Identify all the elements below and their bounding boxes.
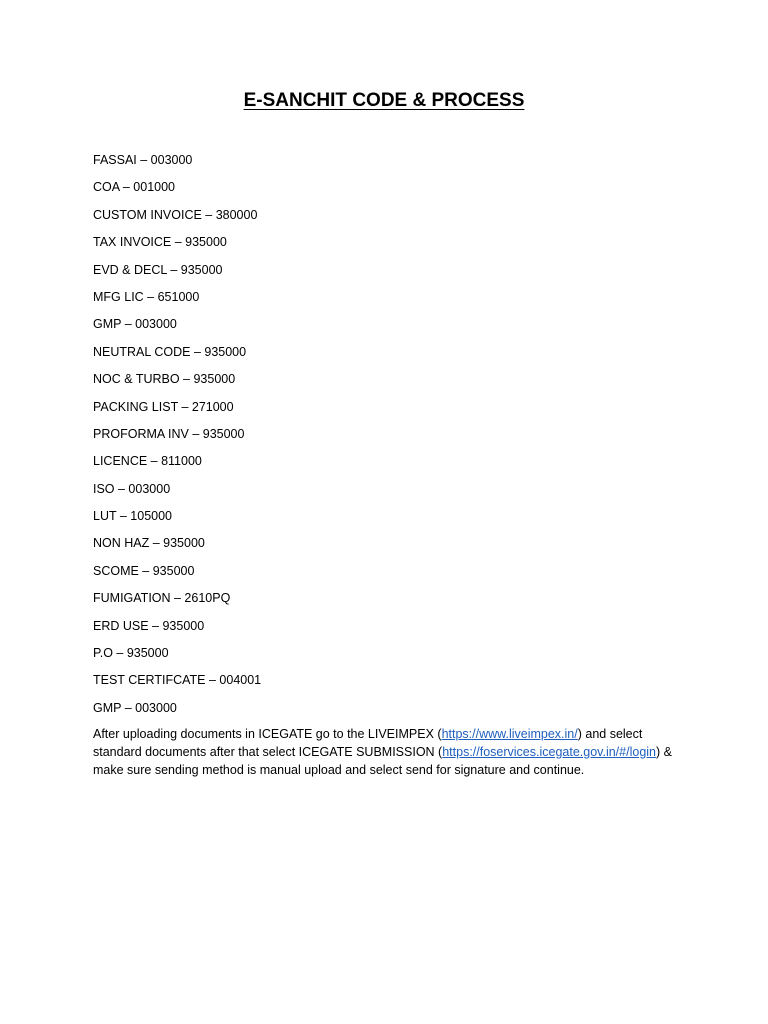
- code-list-item: FUMIGATION – 2610PQ: [93, 591, 231, 606]
- code-list-item: PACKING LIST – 271000: [93, 399, 234, 414]
- code-list-item: LICENCE – 811000: [93, 454, 202, 469]
- process-text-1: After uploading documents in ICEGATE go to the LIVEIMPEX (: [93, 727, 442, 741]
- liveimpex-link[interactable]: https://www.liveimpex.in/: [441, 727, 578, 741]
- code-list-item: TAX INVOICE – 935000: [93, 235, 227, 250]
- document-title: E-SANCHIT CODE & PROCESS: [243, 90, 525, 111]
- process-paragraph: [93, 726, 683, 779]
- code-list-item: TEST CERTIFCATE – 004001: [93, 673, 262, 688]
- code-list: [93, 151, 261, 726]
- code-list-item: P.O – 935000: [93, 646, 169, 661]
- code-list-item: CUSTOM INVOICE – 380000: [93, 207, 258, 222]
- code-list-item: SCOME – 935000: [93, 563, 195, 578]
- code-list-item: GMP – 003000: [93, 700, 177, 715]
- code-list-item: COA – 001000: [93, 180, 176, 195]
- code-list-item: NEUTRAL CODE – 935000: [93, 344, 247, 359]
- code-list-item: MFG LIC – 651000: [93, 289, 200, 304]
- code-list-item: ISO – 003000: [93, 481, 171, 496]
- code-list-item: LUT – 105000: [93, 509, 172, 524]
- code-list-item: NOC & TURBO – 935000: [93, 372, 236, 387]
- code-list-item: ERD USE – 935000: [93, 618, 205, 633]
- icegate-login-link[interactable]: https://foservices.icegate.gov.in/#/login: [442, 744, 656, 759]
- process-text-2: ) and select standard documents after that select ICEGATE SUBMISSION (: [93, 727, 643, 759]
- code-list-item: EVD & DECL – 935000: [93, 262, 223, 277]
- code-list-item: NON HAZ – 935000: [93, 536, 205, 551]
- process-text-3: ) & make sure sending method is manual upload and select send for signature and continue.: [93, 744, 672, 777]
- code-list-item: PROFORMA INV – 935000: [93, 426, 245, 441]
- code-list-item: FASSAI – 003000: [93, 153, 193, 167]
- code-list-item: GMP – 003000: [93, 317, 177, 332]
